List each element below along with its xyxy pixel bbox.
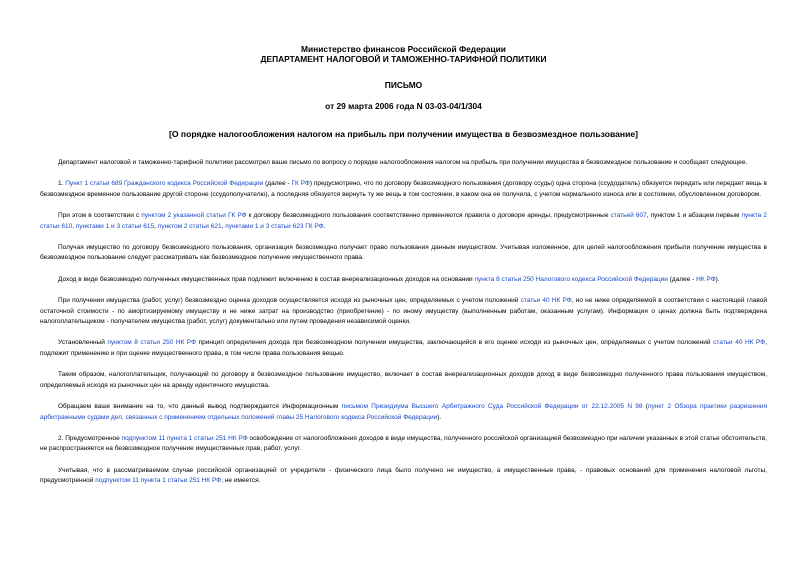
paragraph-text: ). — [437, 413, 442, 421]
paragraph-text: , но не ниже определяемой в соответствии с настоящей главой остаточной стоимости - по амортизируемому имуществу и не ниже затрат на производство (приобретение) - по иному имуществу (выполненным работам, оказанным услугам). Информация о ценах должна быть подтверждена налогоплательщиком - получателем имущества (работ, услуг) документально или путем проведения независимой оценки. — [40, 297, 767, 326]
ministry-name: Министерство финансов Российской Федерации — [301, 44, 506, 54]
paragraph-text: освобождение от налогообложения доходов в виде имущества, полученного российской организацией безвозмездно при наличии указанных в этой статье обстоятельств, не распространяется на безвозмездное получение имущественных прав, работ, услуг. — [40, 434, 767, 453]
paragraph — [40, 179, 767, 200]
paragraph-text: Учитывая, что в рассматриваемом случае российской организацией от учредителя - физического лица было получено не имущество, а имущественные права, - правовых оснований для применения налоговой льготы, предусмотренной — [40, 466, 767, 485]
document-subject: [О порядке налогообложения налогом на прибыль при получении имущества в безвозмездное пользование] — [168, 129, 639, 139]
paragraph-text: к договору безвозмездного пользования соответственно применяются правила о договоре аренды, предусмотренные — [246, 212, 611, 220]
paragraph — [40, 338, 767, 359]
paragraph-text: (далее - — [263, 180, 292, 188]
paragraph-text: , подлежит применению и при оценке имущественного права, в том числе права пользования вещью. — [40, 339, 768, 357]
paragraph-text: , — [221, 222, 226, 230]
paragraph-text: При получении имущества (работ, услуг) безвозмездно оценка доходов осуществляется исходя из рыночных цен, определяемых с учетом положений — [58, 297, 521, 305]
legal-reference-link[interactable]: пунктами 1 и 3 статьи 615 — [75, 222, 155, 230]
paragraph-text: Установленный — [58, 339, 108, 347]
legal-reference-link[interactable]: статьи 40 НК РФ — [520, 297, 572, 305]
legal-reference-link[interactable]: пунктами 1 и 3 статьи 623 ГК РФ — [225, 222, 324, 230]
legal-reference-link[interactable]: статьей 607 — [610, 212, 647, 220]
paragraph-text: При этом в соответствии с — [58, 212, 142, 220]
paragraph-text: ). — [715, 275, 720, 283]
paragraph-text: Департамент налоговой и таможенно-тарифной политики рассмотрел ваше письмо по вопросу о порядке налогообложения налогом на прибыль при получении имущества в безвозмездное пользование и сообщает следующее. — [58, 159, 748, 166]
legal-reference-link[interactable]: ГК РФ — [291, 180, 310, 188]
document-type: ПИСЬМО — [384, 80, 423, 90]
paragraph — [40, 370, 767, 391]
legal-reference-link[interactable]: Пункт 1 статьи 689 Гражданского кодекса Российской Федерации — [65, 180, 264, 188]
paragraph — [40, 275, 767, 285]
paragraph-text: , — [154, 222, 158, 230]
paragraph-text: , — [72, 222, 76, 230]
legal-reference-link[interactable]: подпунктом 11 пункта 1 статьи 251 НК РФ — [95, 477, 222, 485]
paragraph — [40, 211, 767, 232]
legal-reference-link[interactable]: пунктом 2 указанной статьи ГК РФ — [141, 212, 247, 220]
legal-reference-link[interactable]: пунктом 8 статьи 250 НК РФ — [107, 339, 197, 347]
paragraph-text: , не имеется. — [221, 477, 261, 485]
legal-reference-link[interactable]: пунктом 2 статьи 621 — [157, 222, 222, 230]
paragraph-text: (далее - — [667, 275, 697, 283]
paragraph-text: Таким образом, налогоплательщик, получающий по договору в безвозмездное пользование имущество, включает в состав внереализационных доходов доход в виде безвозмездно полученного права пользования имуществом, определяемый исходя из рыночных цен на аренду идентичного имущества. — [40, 371, 767, 389]
legal-reference-link[interactable]: пункта 2 статьи 610 — [40, 212, 767, 230]
paragraph — [40, 158, 767, 168]
paragraph-text: 1. — [58, 180, 66, 188]
paragraph-text: ( — [642, 403, 648, 411]
paragraph — [40, 434, 767, 455]
paragraph-text: ) предусмотрено, что по договору безвозмездного пользования (договору ссуды) одна сторона (ссудодатель) обязуется передать или передает вещь в безвозмездное временное пользование другой стороне (ссудополучателю), а последняя обязуется вернуть ту же вещь в том состоянии, в каком она ее получила, с учетом нормального износа или в состоянии, обусловленном договором. — [40, 180, 767, 198]
legal-reference-link[interactable]: пункт 2 Обзора практики разрешения арбитражными судами дел, связанных с применением отдельных положений главы 25 Налогового кодекса Российской Федерации — [40, 403, 767, 421]
legal-reference-link[interactable]: статьи 40 НК РФ — [713, 339, 766, 347]
legal-reference-link[interactable]: письмом Президиума Высшего Арбитражного Суда Российской Федерации от 22.12.2005 N 98 — [341, 403, 643, 411]
paragraph-text: , пунктом 1 и абзацем первым — [646, 212, 742, 220]
paragraph-text: Получая имущество по договору безвозмездного пользования, организация безвозмездно получает право пользования данным имуществом. Учитывая изложенное, для целей налогообложения прибыли получение имущества в безвозмездное пользование следует рассматривать как безвозмездное получение имущественного права. — [40, 244, 767, 262]
paragraph — [40, 402, 767, 423]
document-body — [40, 158, 767, 487]
paragraph-text: принцип определения дохода при безвозмездном получении имущества, заключающийся в его оценке исходя из рыночных цен, определяемых с учетом положений — [196, 339, 714, 347]
paragraph — [40, 243, 767, 264]
paragraph-text: . — [323, 222, 326, 230]
legal-reference-link[interactable]: подпунктом 11 пункта 1 статьи 251 НК РФ — [121, 434, 248, 442]
paragraph-text: Доход в виде безвозмездно полученных имущественных прав подлежит включению в состав внереализационных доходов на основании — [58, 275, 475, 283]
paragraph — [40, 296, 767, 327]
legal-reference-link[interactable]: пункта 8 статьи 250 Налогового кодекса Российской Федерации — [474, 275, 668, 283]
paragraph-text: 2. Предусмотренное — [58, 434, 122, 442]
paragraph-text: Обращаем ваше внимание на то, что данный вывод подтверждается Информационным — [58, 403, 342, 411]
paragraph — [40, 466, 767, 487]
legal-reference-link[interactable]: НК РФ — [696, 275, 716, 283]
document-date-number: от 29 марта 2006 года N 03-03-04/1/304 — [325, 101, 482, 111]
department-name: ДЕПАРТАМЕНТ НАЛОГОВОЙ И ТАМОЖЕННО-ТАРИФНОЙ ПОЛИТИКИ — [260, 54, 547, 64]
